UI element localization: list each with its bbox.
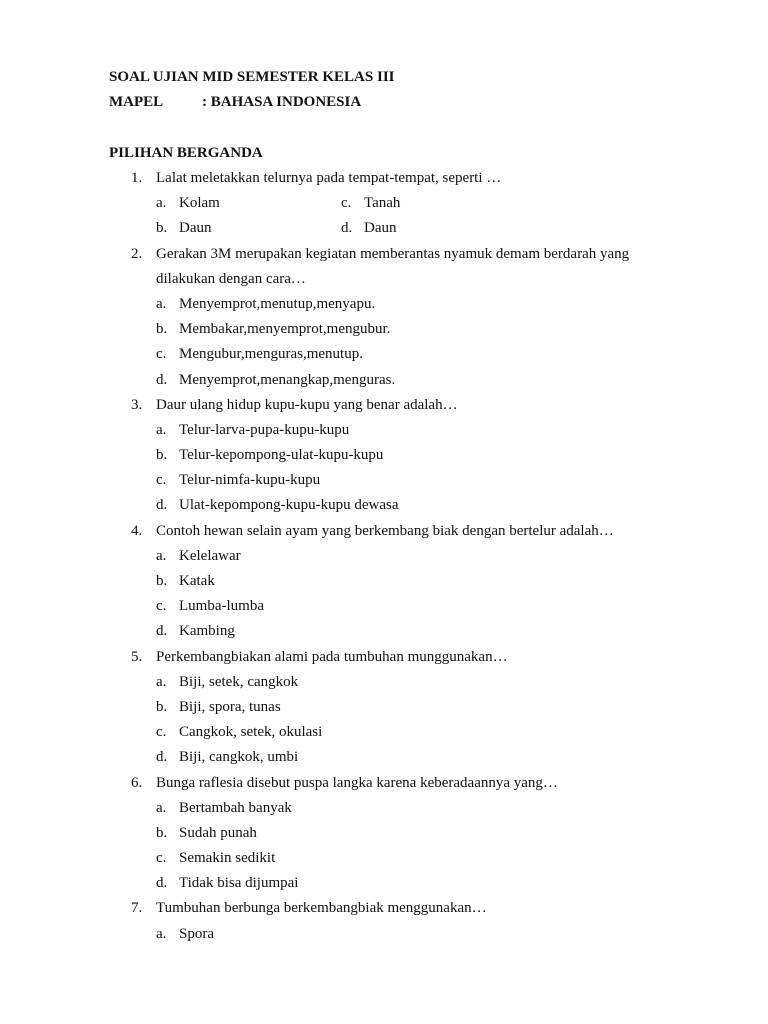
question-number: 6. bbox=[131, 774, 143, 791]
question-item bbox=[0, 168, 768, 244]
question-number: 7. bbox=[131, 900, 143, 917]
question-line bbox=[0, 898, 768, 923]
option-row bbox=[0, 420, 768, 445]
question-item bbox=[0, 898, 768, 948]
option-text: Kambing bbox=[179, 623, 235, 640]
option-letter: b. bbox=[156, 573, 168, 589]
question-line bbox=[0, 647, 768, 672]
option-letter: c. bbox=[341, 195, 352, 212]
option-letter: d. bbox=[156, 623, 168, 640]
question-line bbox=[0, 168, 768, 193]
question-line bbox=[0, 269, 768, 294]
option-row bbox=[0, 596, 768, 621]
question-text: Bunga raflesia disebut puspa langka karena keberadaannya yang… bbox=[156, 774, 558, 791]
option-letter: a. bbox=[156, 421, 167, 438]
option-text: Telur-larva-pupa-kupu-kupu bbox=[179, 421, 350, 438]
option-row bbox=[0, 319, 768, 344]
option-row bbox=[0, 823, 768, 848]
section-title: PILIHAN BERGANDA bbox=[109, 145, 263, 161]
option-letter: c. bbox=[156, 598, 167, 615]
question-text: Daur ulang hidup kupu-kupu yang benar adalah… bbox=[156, 396, 458, 413]
question-text: dilakukan dengan cara… bbox=[156, 270, 306, 287]
option-text: Lumba-lumba bbox=[179, 598, 264, 615]
option-letter: a. bbox=[156, 673, 167, 690]
question-line bbox=[0, 244, 768, 269]
option-text: Telur-nimfa-kupu-kupu bbox=[179, 472, 321, 489]
question-item bbox=[0, 647, 768, 773]
option-letter: b. bbox=[156, 698, 168, 715]
option-row bbox=[0, 924, 768, 949]
option-row bbox=[0, 722, 768, 747]
option-text: Tidak bisa dijumpai bbox=[179, 875, 299, 892]
option-letter: a. bbox=[156, 925, 167, 942]
exam-title: SOAL UJIAN MID SEMESTER KELAS III bbox=[109, 69, 395, 85]
question-number: 2. bbox=[131, 245, 143, 262]
option-row bbox=[0, 470, 768, 495]
option-text: Ulat-kepompong-kupu-kupu dewasa bbox=[179, 497, 399, 514]
option-letter: d. bbox=[341, 220, 353, 237]
option-row bbox=[0, 445, 768, 470]
option-row bbox=[0, 697, 768, 722]
option-text: Membakar,menyemprot,mengubur. bbox=[179, 321, 391, 338]
question-item bbox=[0, 521, 768, 647]
option-text: Sudah punah bbox=[179, 824, 257, 841]
option-letter: a. bbox=[156, 295, 167, 312]
question-number: 3. bbox=[131, 396, 143, 413]
option-text: Biji, setek, cangkok bbox=[179, 673, 299, 690]
option-letter: a. bbox=[156, 547, 167, 564]
option-text: Katak bbox=[179, 573, 215, 589]
option-text: Tanah bbox=[364, 195, 401, 212]
option-text: Daun bbox=[364, 220, 397, 237]
option-letter: a. bbox=[156, 799, 167, 816]
option-text: Daun bbox=[179, 220, 212, 237]
option-text: Biji, cangkok, umbi bbox=[179, 749, 299, 766]
option-text: Biji, spora, tunas bbox=[179, 698, 281, 715]
option-letter: a. bbox=[156, 195, 167, 212]
question-item bbox=[0, 244, 768, 395]
option-row bbox=[0, 344, 768, 369]
option-letter: b. bbox=[156, 321, 168, 338]
option-row bbox=[0, 672, 768, 697]
option-row bbox=[0, 495, 768, 520]
question-number: 1. bbox=[131, 170, 143, 186]
subject-value: : BAHASA INDONESIA bbox=[202, 94, 362, 110]
option-letter: c. bbox=[156, 724, 167, 741]
option-row bbox=[0, 747, 768, 772]
question-line bbox=[0, 395, 768, 420]
question-line bbox=[0, 521, 768, 546]
option-letter: d. bbox=[156, 497, 168, 514]
option-text: Bertambah banyak bbox=[179, 799, 292, 816]
option-row bbox=[0, 546, 768, 571]
option-letter: d. bbox=[156, 371, 168, 388]
option-letter: c. bbox=[156, 850, 167, 867]
option-row bbox=[0, 621, 768, 646]
option-text: Spora bbox=[179, 925, 214, 942]
question-text: Perkembangbiakan alami pada tumbuhan munggunakan… bbox=[156, 648, 508, 665]
question-text: Gerakan 3M merupakan kegiatan memberantas nyamuk demam berdarah yang bbox=[156, 245, 630, 262]
subject-label: MAPEL bbox=[109, 94, 164, 110]
option-row bbox=[0, 571, 768, 596]
question-number: 5. bbox=[131, 648, 143, 665]
option-text: Semakin sedikit bbox=[179, 850, 276, 867]
question-text: Lalat meletakkan telurnya pada tempat-tempat, seperti … bbox=[156, 170, 502, 186]
question-item bbox=[0, 395, 768, 521]
option-letter: b. bbox=[156, 220, 168, 237]
option-row bbox=[0, 848, 768, 873]
option-letter: b. bbox=[156, 824, 168, 841]
option-text: Menyemprot,menutup,menyapu. bbox=[179, 295, 376, 312]
option-letter: d. bbox=[156, 875, 168, 892]
question-line bbox=[0, 773, 768, 798]
option-letter: c. bbox=[156, 472, 167, 489]
subject-row bbox=[109, 93, 361, 111]
option-text: Telur-kepompong-ulat-kupu-kupu bbox=[179, 447, 384, 464]
question-item bbox=[0, 773, 768, 899]
option-row bbox=[0, 873, 768, 898]
option-row bbox=[0, 798, 768, 823]
option-text: Cangkok, setek, okulasi bbox=[179, 724, 323, 741]
option-letter: d. bbox=[156, 749, 168, 766]
question-text: Contoh hewan selain ayam yang berkembang biak dengan bertelur adalah… bbox=[156, 522, 614, 539]
question-text: Tumbuhan berbunga berkembangbiak menggunakan… bbox=[156, 900, 487, 917]
option-row bbox=[0, 370, 768, 395]
option-text: Kolam bbox=[179, 195, 220, 212]
option-text: Kelelawar bbox=[179, 547, 241, 564]
question-list bbox=[0, 168, 768, 949]
option-row bbox=[0, 218, 768, 243]
option-text: Menyemprot,menangkap,menguras. bbox=[179, 371, 396, 388]
option-letter: b. bbox=[156, 447, 168, 464]
option-text: Mengubur,menguras,menutup. bbox=[179, 346, 363, 363]
option-letter: c. bbox=[156, 346, 167, 363]
question-number: 4. bbox=[131, 522, 143, 539]
option-row bbox=[0, 294, 768, 319]
option-row bbox=[0, 193, 768, 218]
